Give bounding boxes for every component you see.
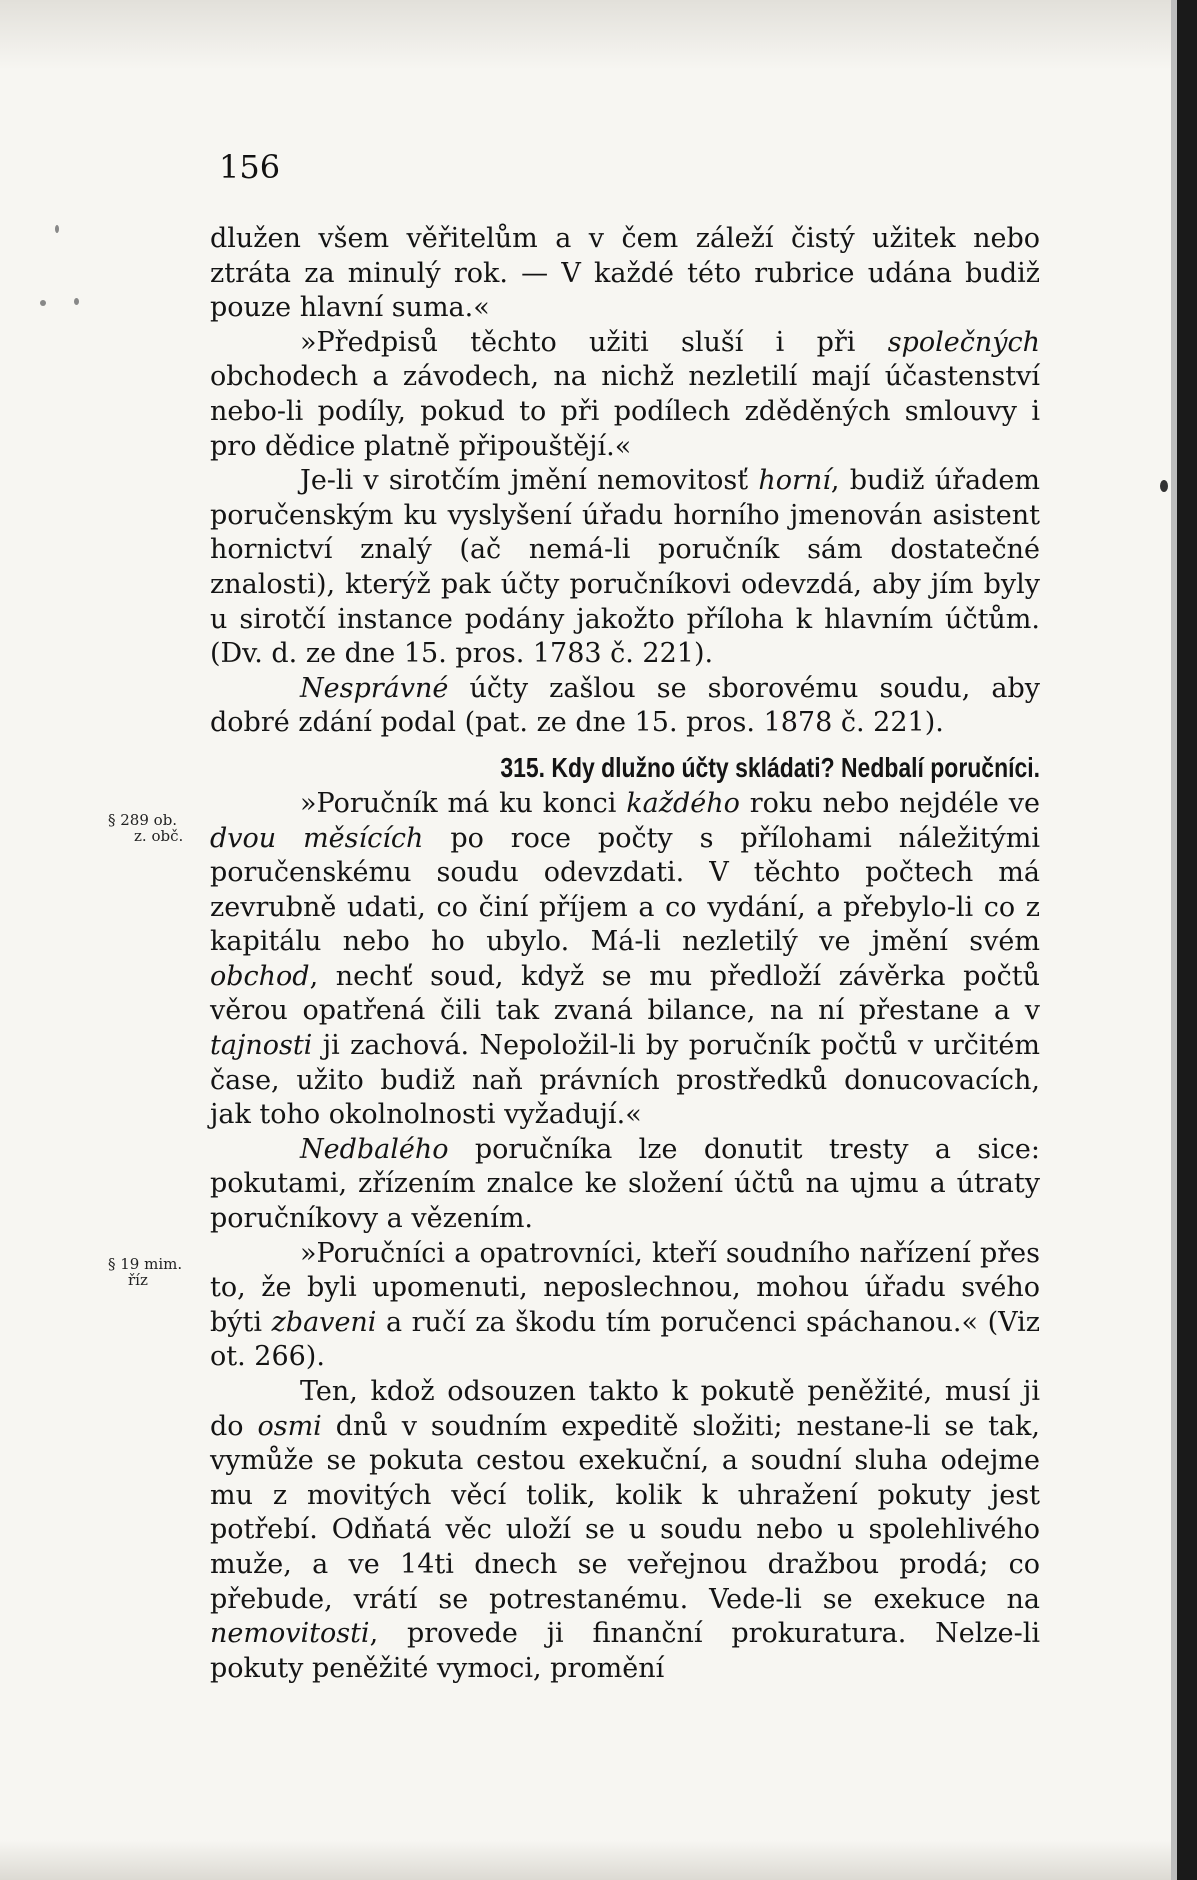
page-number: 156	[219, 148, 281, 186]
emphasis: obchod	[210, 960, 310, 992]
emphasis: horní	[758, 465, 831, 497]
paragraph-3	[210, 464, 1040, 672]
text-run: ji zachová. Nepoložil-li by poručník počtů v určitém čase, užito budiž naň právních prostředků donucovacích, jak toho okolnolnosti vyžadují.«	[210, 1030, 1040, 1131]
speck	[55, 225, 59, 233]
emphasis: každého	[626, 787, 740, 819]
text-run: »Poručníci a opatrovníci, kteří soudního nařízení přes to, že byli upomenuti, neposlechnou, mohou úřadu svého býti	[210, 1237, 1040, 1338]
scan-shadow-top	[0, 0, 1171, 70]
text-run: po roce počty s přílohami náležitými poručenskému soudu odevzdati. V těchto počtech má zevrubně udati, co činí příjem a co vydání, a přebylo-li co z kapitálu nebo ho ubylo. Má-li nezletilý ve jmění svém	[210, 822, 1040, 958]
margin-note-2	[108, 1256, 182, 1288]
emphasis: nemovitosti	[210, 1618, 370, 1650]
speck	[74, 298, 79, 305]
text-run: dnů v soudním expeditě složiti; nestane-li se tak, vymůže se pokuta cestou exekuční, a soudní sluha odejme mu z movitých věcí tolik, kolik k uhražení pokuty jest potřebí. Odňatá věc uloží se u soudu nebo u spolehlivého muže, a ve 14ti dnech se veřejnou dražbou prodá; co přebude, vrátí se potrestanému. Vede-li se exekuce na	[210, 1410, 1040, 1615]
margin-note-2-line1: § 19 mim.	[108, 1255, 183, 1273]
text-run: účty zašlou se sborovému soudu, aby dobré zdání podal (pat. ze dne 15. pros. 1878 č. 221).	[210, 672, 1040, 739]
paragraph-7	[210, 1237, 1040, 1375]
text-run: »Předpisů těchto užiti sluší i při	[300, 326, 888, 358]
emphasis: společných	[887, 326, 1040, 358]
text-run: a ručí za škodu tím poručenci spáchanou.« (Viz ot. 266).	[210, 1306, 1040, 1373]
paragraph-1	[210, 222, 1040, 326]
paragraph-2	[210, 326, 1040, 464]
text-run: »Poručník má ku konci	[300, 787, 627, 819]
text-run: dlužen všem věřitelům a v čem záleží čistý užitek nebo ztráta za minulý rok. — V každé této rubrice udána budiž pouze hlavní suma.«	[210, 223, 1040, 324]
margin-note-2-line2: říz	[128, 1271, 148, 1289]
paragraph-6	[210, 1133, 1040, 1237]
emphasis: dvou měsících	[210, 822, 424, 854]
text-run: poručníka lze donutit tresty a sice: pokutami, zřízením znalce ke složení účtů na ujmu a útraty poručníkovy a vězením.	[210, 1133, 1040, 1235]
emphasis: Nedbalého	[300, 1133, 449, 1165]
emphasis: tajnosti	[210, 1030, 313, 1062]
text-run: , budiž úřadem poručenským ku vyslyšení úřadu horního jmenován asistent hornictví znalý (ač nemá-li poručník sám dostatečné znalosti), kterýž pak účty poručníkovi odevzdá, aby jím byly u sirotčí instance podány jakožto příloha k hlavním účtům. (Dv. d. ze dne 15. pros. 1783 č. 221).	[210, 465, 1040, 670]
text-run: obchodech a závodech, na nichž nezletilí mají účastenství nebo-li podíly, pokud to při podílech zděděných smlouvy i pro dědice platně připouštějí.«	[210, 361, 1040, 462]
margin-note-1	[108, 812, 183, 844]
scan-shadow-bottom	[0, 1840, 1171, 1880]
body-text	[210, 222, 1040, 1686]
text-run: roku nebo nejdéle ve	[739, 787, 1040, 819]
emphasis: zbaveni	[271, 1306, 377, 1338]
emphasis: osmi	[257, 1410, 322, 1442]
paragraph-8	[210, 1375, 1040, 1686]
paragraph-5	[210, 787, 1040, 1133]
margin-note-1-line1: § 289 ob.	[108, 811, 178, 829]
text-run: Ten, kdož odsouzen takto k pokutě peněžité, musí ji do	[210, 1376, 1040, 1442]
speck	[1160, 480, 1168, 492]
text-run: , nechť soud, když se mu předloží závěrka počtů věrou opatřená čili tak zvaná bilance, na ní přestane a v	[210, 960, 1040, 1027]
emphasis: Nesprávné	[300, 672, 449, 704]
scan-edge-black	[1177, 0, 1197, 1880]
text-run: , provede ji finanční prokuratura. Nelze-li pokuty peněžité vymoci, promění	[210, 1618, 1040, 1684]
section-heading: 315. Kdy dlužno účty skládati? Nedbalí poručníci.	[500, 751, 1040, 783]
speck	[40, 300, 46, 306]
margin-note-1-line2: z. obč.	[134, 827, 184, 845]
text-run: Je-li v sirotčím jmění nemovitosť	[300, 465, 759, 497]
paragraph-4	[210, 672, 1040, 741]
